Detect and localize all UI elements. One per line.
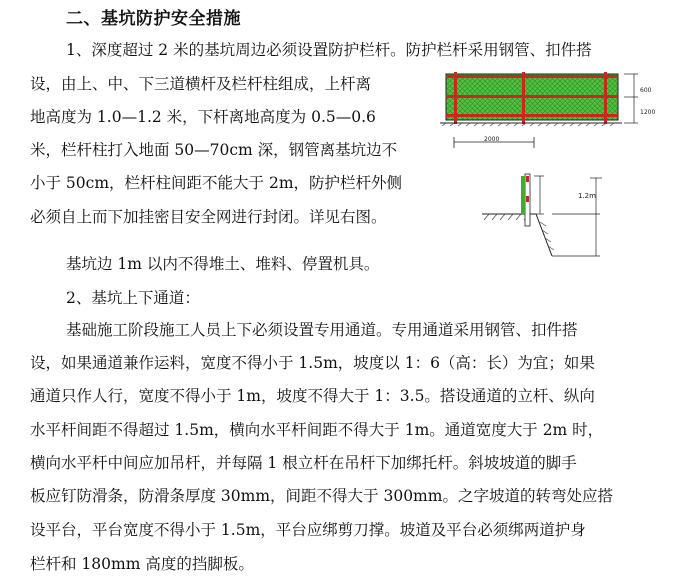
paragraph-line: 小于 50cm，栏杆柱间距不能大于 2m，防护栏杆外侧 [30,174,403,192]
bottom-rail [446,114,618,117]
post-1 [454,72,457,124]
paragraph-line: 必须自上而下加挂密目安全网进行封闭。详见右图。 [30,208,387,226]
middle-rail [446,95,618,98]
dim-600-label: 600 [640,87,652,94]
railing-section-figure [478,168,618,260]
paragraph-line: 地高度为 1.0—1.2 米，下杆离地高度为 0.5—0.6 [30,108,376,126]
railing-elevation-figure [440,66,670,128]
paragraph-stacking: 基坑边 1m 以内不得堆土、堆料、停置机具。 [66,255,380,273]
paragraph-line: 1、深度超过 2 米的基坑周边必须设置防护栏杆。防护栏杆采用钢管、扣件搭 [66,41,592,59]
net-section [521,176,525,214]
paragraph-line: 设平台，平台宽度不得小于 1.5m，平台应绑剪刀撑。坡道及平台必须绑两道护身 [30,521,586,539]
paragraph-line: 横向水平杆中间应加吊杆，并每隔 1 根立杆在吊杆下加绑托杆。斜坡坡道的脚手 [30,454,577,472]
span-dimension-figure [450,134,550,152]
paragraph-line: 水平杆间距不得超过 1.5m，横向水平杆间距不得大于 1m。通道宽度大于 2m 时， [30,421,604,439]
paragraph-line: 基础施工阶段施工人员上下必须设置专用通道。专用通道采用钢管、扣件搭 [66,321,578,339]
dim-1200-label: 1200 [640,109,656,116]
paragraph-line: 板应钉防滑条，防滑条厚度 30mm，间距不得大于 300mm。之字坡道的转弯处应搭 [30,487,613,505]
span-label: 2000 [484,136,500,143]
paragraph-line: 设，如果通道兼作运料，宽度不得小于 1.5m，坡度以 1：6（高：长）为宜；如果 [30,354,595,372]
paragraph-line: 栏杆和 180mm 高度的挡脚板。 [30,555,254,573]
height-dim-label: 1.2m [578,192,596,200]
post-3 [604,72,607,124]
paragraph-line: 米，栏杆柱打入地面 50—70cm 深，钢管离基坑边不 [30,141,398,159]
top-rail [446,75,618,78]
paragraph-line: 通道只作人行，宽度不得小于 1m，坡度不得大于 1：3.5。搭设通道的立杆、纵向 [30,387,595,405]
post-2 [522,72,525,124]
subheading-access: 2、基坑上下通道： [66,289,200,307]
paragraph-line: 设，由上、中、下三道横杆及栏杆柱组成，上杆离 [30,75,372,93]
section-heading: 二、基坑防护安全措施 [66,9,241,29]
